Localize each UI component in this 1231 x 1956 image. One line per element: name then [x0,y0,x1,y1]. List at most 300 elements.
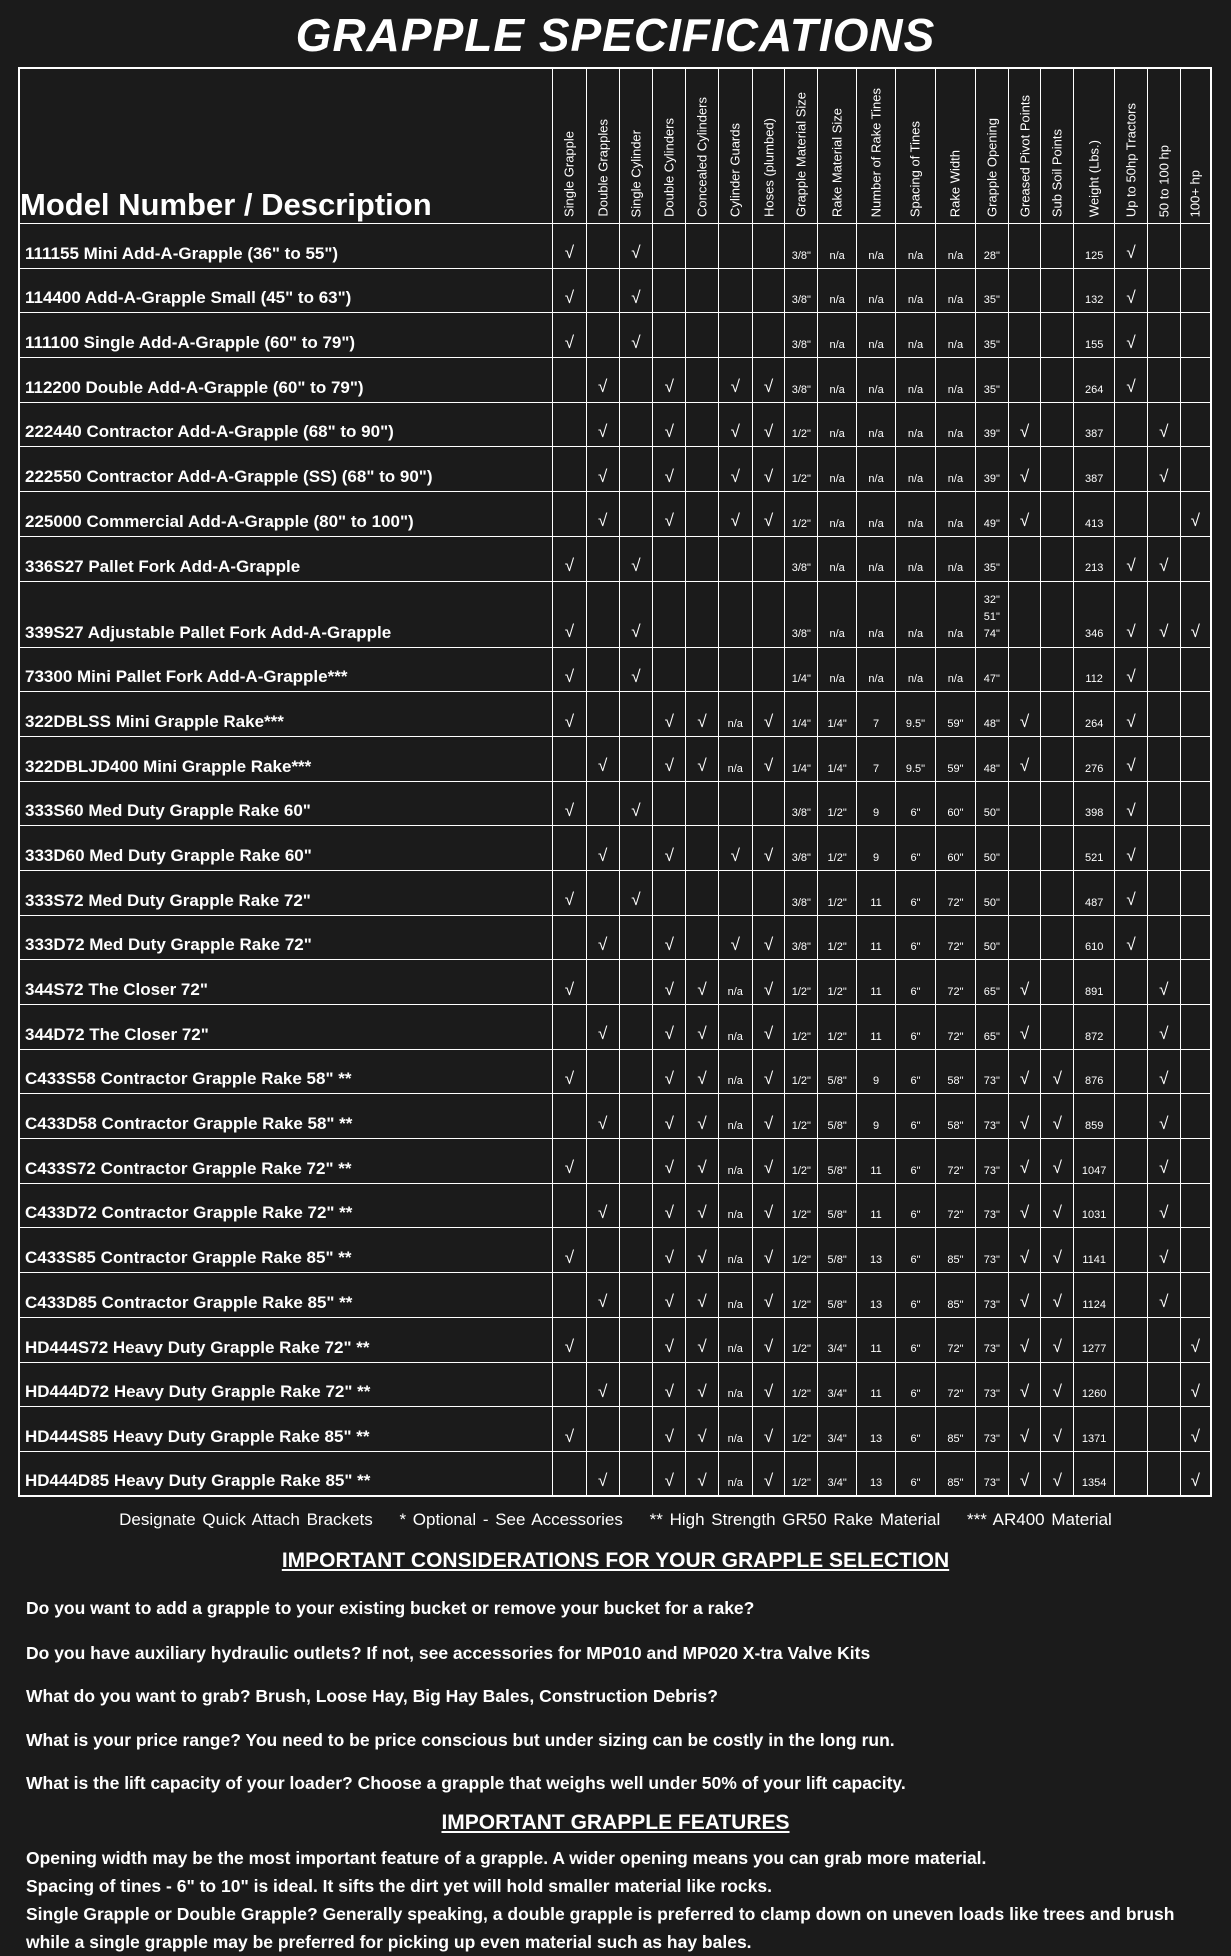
model-cell: C433D85 Contractor Grapple Rake 85" ** [19,1273,553,1318]
model-cell: 111100 Single Add-A-Grapple (60" to 79") [19,313,553,358]
spec-cell [752,581,785,647]
spec-cell [1041,447,1074,492]
spec-cell: √ [752,1139,785,1184]
spec-cell [1041,960,1074,1005]
spec-cell: 73" [975,1094,1008,1139]
spec-cell: √ [1115,536,1148,581]
spec-cell: √ [619,781,653,826]
spec-cell: √ [686,1094,719,1139]
spec-cell: √ [1008,1005,1041,1050]
spec-cell: n/a [896,313,936,358]
spec-cell: 872 [1074,1005,1115,1050]
spec-cell: 11 [857,1005,896,1050]
spec-cell: √ [586,1273,619,1318]
spec-cell: √ [686,1273,719,1318]
spec-cell: 3/8" [785,781,818,826]
spec-cell: √ [1147,447,1180,492]
spec-cell [619,826,653,871]
spec-cell: √ [686,1317,719,1362]
spec-cell: n/a [896,402,936,447]
spec-cell [718,313,752,358]
spec-cell: 6" [896,1317,936,1362]
spec-cell: √ [1115,581,1148,647]
spec-cell: √ [553,647,587,692]
spec-cell: n/a [857,268,896,313]
spec-cell: 1/2" [785,1273,818,1318]
spec-cell: √ [653,358,686,403]
spec-cell [619,1139,653,1184]
spec-cell: 387 [1074,447,1115,492]
column-header [857,68,896,224]
spec-cell: √ [752,692,785,737]
spec-cell: √ [752,1362,785,1407]
spec-cell: √ [1115,826,1148,871]
spec-cell [718,268,752,313]
spec-cell: 891 [1074,960,1115,1005]
spec-cell [619,1362,653,1407]
features-list [26,1844,1216,1956]
spec-cell: 73" [975,1228,1008,1273]
model-cell: 322DBLSS Mini Grapple Rake*** [19,692,553,737]
table-row [19,1273,1211,1318]
spec-cell: √ [586,736,619,781]
spec-cell: 1/2" [785,1362,818,1407]
spec-cell [1147,1317,1180,1362]
column-header [785,68,818,224]
spec-cell [1147,826,1180,871]
spec-cell: 1141 [1074,1228,1115,1273]
spec-cell [752,268,785,313]
model-cell: 225000 Commercial Add-A-Grapple (80" to 100") [19,492,553,537]
spec-cell: 1/2" [818,870,857,915]
spec-cell: √ [653,960,686,1005]
spec-cell: √ [1147,1005,1180,1050]
column-header-label: Single Cylinder [628,129,644,217]
spec-cell [752,870,785,915]
spec-cell: 73" [975,1317,1008,1362]
spec-cell [1180,915,1211,960]
spec-cell: 73" [975,1049,1008,1094]
spec-cell: √ [1180,492,1211,537]
spec-cell [1115,1228,1148,1273]
spec-cell: √ [653,1139,686,1184]
column-header [896,68,936,224]
spec-cell: √ [1041,1451,1074,1496]
spec-cell: √ [1041,1139,1074,1184]
spec-cell: n/a [935,581,975,647]
spec-cell [1008,826,1041,871]
spec-cell: n/a [718,1317,752,1362]
model-cell: 333D60 Med Duty Grapple Rake 60" [19,826,553,871]
spec-cell: 59" [935,692,975,737]
feature-line: Single Grapple or Double Grapple? Generally speaking, a double grapple is preferred to clamp down on uneven loads like trees and brush while a single grapple may be preferred for picking up even material such as hay bales. [26,1904,1175,1952]
model-cell: C433D72 Contractor Grapple Rake 72" ** [19,1183,553,1228]
spec-cell [686,581,719,647]
spec-cell: 50" [975,870,1008,915]
spec-cell [718,581,752,647]
spec-cell: 6" [896,1183,936,1228]
spec-cell [553,1005,587,1050]
spec-cell: 1/2" [818,781,857,826]
model-cell: C433S72 Contractor Grapple Rake 72" ** [19,1139,553,1184]
spec-cell: 6" [896,1407,936,1452]
spec-cell: √ [1147,536,1180,581]
spec-cell [1180,1273,1211,1318]
spec-cell [1115,402,1148,447]
spec-cell: 6" [896,1005,936,1050]
spec-cell: √ [752,1407,785,1452]
spec-cell [619,1273,653,1318]
spec-cell: 39" [975,447,1008,492]
spec-cell: 9 [857,1094,896,1139]
spec-cell: 387 [1074,402,1115,447]
table-row [19,358,1211,403]
spec-cell: 5/8" [818,1273,857,1318]
spec-cell: √ [586,1094,619,1139]
spec-cell: √ [1008,492,1041,537]
spec-cell: n/a [896,224,936,269]
column-header [1008,68,1041,224]
spec-cell: n/a [818,536,857,581]
spec-cell: 48" [975,692,1008,737]
model-cell: 222550 Contractor Add-A-Grapple (SS) (68" to 90") [19,447,553,492]
spec-cell: √ [1180,581,1211,647]
spec-cell: √ [653,736,686,781]
spec-cell [1180,692,1211,737]
spec-cell: √ [1008,736,1041,781]
spec-cell: 1/2" [785,960,818,1005]
spec-cell [1008,647,1041,692]
spec-cell: 50" [975,915,1008,960]
column-header [818,68,857,224]
spec-cell: 610 [1074,915,1115,960]
spec-cell: 155 [1074,313,1115,358]
spec-cell: 859 [1074,1094,1115,1139]
spec-cell: 413 [1074,492,1115,537]
spec-cell: √ [1008,1094,1041,1139]
spec-cell: √ [1008,447,1041,492]
spec-cell: √ [1008,402,1041,447]
spec-cell: √ [619,224,653,269]
spec-cell [1147,1451,1180,1496]
spec-cell: √ [752,1451,785,1496]
spec-cell [686,402,719,447]
spec-cell: n/a [718,960,752,1005]
spec-cell [752,536,785,581]
spec-cell: √ [752,492,785,537]
spec-cell: 72" [935,1317,975,1362]
model-cell: HD444D85 Heavy Duty Grapple Rake 85" ** [19,1451,553,1496]
spec-cell: √ [586,915,619,960]
spec-cell: 13 [857,1273,896,1318]
spec-cell: √ [752,1005,785,1050]
spec-cell: n/a [935,313,975,358]
spec-cell: √ [1008,1407,1041,1452]
spec-cell: 398 [1074,781,1115,826]
legend [0,1510,1231,1530]
spec-cell: n/a [818,402,857,447]
spec-cell [1041,915,1074,960]
spec-cell: n/a [935,224,975,269]
table-row [19,402,1211,447]
table-row [19,826,1211,871]
spec-cell [1115,1183,1148,1228]
spec-cell: √ [686,960,719,1005]
column-header [935,68,975,224]
spec-cell [653,313,686,358]
spec-cell: √ [1147,1139,1180,1184]
spec-cell: 1/2" [785,1228,818,1273]
spec-cell: 85" [935,1273,975,1318]
spec-cell: 72" [935,915,975,960]
spec-cell [653,870,686,915]
spec-cell [1180,224,1211,269]
spec-cell: 85" [935,1451,975,1496]
column-header-label: Up to 50hp Tractors [1123,102,1139,217]
spec-cell: 1/2" [818,915,857,960]
model-cell: 111155 Mini Add-A-Grapple (36" to 55") [19,224,553,269]
model-cell: HD444S85 Heavy Duty Grapple Rake 85" ** [19,1407,553,1452]
table-row [19,1049,1211,1094]
spec-cell [619,1005,653,1050]
spec-cell [653,781,686,826]
spec-cell: 11 [857,1317,896,1362]
spec-cell [686,447,719,492]
spec-cell: √ [1180,1362,1211,1407]
spec-cell [1180,960,1211,1005]
spec-cell: 1/2" [785,1183,818,1228]
spec-cell: 35" [975,536,1008,581]
consideration-question: Do you want to add a grapple to your existing bucket or remove your bucket for a rake? [26,1598,755,1618]
column-header-label: Grapple Opening [984,117,1000,217]
spec-cell [1008,536,1041,581]
spec-cell: √ [553,224,587,269]
spec-cell: √ [1180,1451,1211,1496]
spec-cell: √ [718,358,752,403]
spec-cell: √ [1115,268,1148,313]
column-header [686,68,719,224]
spec-cell: √ [1008,1049,1041,1094]
spec-cell: 6" [896,781,936,826]
spec-cell: √ [553,313,587,358]
spec-cell: √ [553,1228,587,1273]
spec-cell: √ [653,1183,686,1228]
spec-cell [619,1183,653,1228]
spec-cell [1115,1407,1148,1452]
spec-cell: 72" [935,1362,975,1407]
spec-cell [586,581,619,647]
spec-cell [586,224,619,269]
spec-cell [619,692,653,737]
spec-cell [686,536,719,581]
spec-cell [1147,224,1180,269]
spec-cell [653,647,686,692]
spec-cell [1180,1094,1211,1139]
spec-cell [1041,692,1074,737]
spec-cell: √ [752,1228,785,1273]
spec-cell: 1/2" [785,492,818,537]
spec-cell: n/a [818,358,857,403]
spec-cell: √ [586,1183,619,1228]
spec-cell [1180,1049,1211,1094]
spec-cell: 5/8" [818,1139,857,1184]
spec-cell: √ [619,268,653,313]
spec-cell [1041,1005,1074,1050]
spec-cell: 6" [896,1049,936,1094]
spec-cell [619,1317,653,1362]
table-row [19,692,1211,737]
spec-cell: 59" [935,736,975,781]
column-header-label: Single Grapple [561,131,577,217]
spec-cell: n/a [718,1451,752,1496]
column-header-label: Hoses (plumbed) [761,118,777,217]
spec-cell: n/a [857,536,896,581]
spec-cell: √ [686,692,719,737]
spec-cell: √ [752,1094,785,1139]
table-row [19,268,1211,313]
spec-cell: √ [1008,960,1041,1005]
spec-cell [619,447,653,492]
legend-item: * Optional - See Accessories [399,1510,623,1529]
spec-cell: 13 [857,1451,896,1496]
spec-cell [686,224,719,269]
spec-cell: n/a [718,1094,752,1139]
table-row [19,736,1211,781]
spec-cell: 264 [1074,692,1115,737]
spec-cell: √ [653,447,686,492]
spec-cell [752,647,785,692]
page-title: GRAPPLE SPECIFICATIONS [295,9,936,61]
legend-item: *** AR400 Material [967,1510,1112,1529]
spec-cell: 72" [935,1005,975,1050]
spec-cell: √ [1008,1139,1041,1184]
spec-cell [1115,1094,1148,1139]
spec-cell: √ [1115,736,1148,781]
spec-cell: √ [1147,1183,1180,1228]
spec-cell [553,492,587,537]
spec-cell: √ [718,826,752,871]
spec-cell: 60" [935,781,975,826]
spec-cell: 521 [1074,826,1115,871]
spec-cell [1115,1362,1148,1407]
spec-cell: √ [653,1407,686,1452]
spec-cell: 5/8" [818,1049,857,1094]
column-header-label: Rake Material Size [829,107,845,217]
spec-cell [1041,647,1074,692]
spec-cell: √ [1041,1094,1074,1139]
spec-cell [1008,781,1041,826]
spec-cell: √ [1147,1228,1180,1273]
spec-cell: 11 [857,1362,896,1407]
spec-cell: √ [752,826,785,871]
spec-cell [619,358,653,403]
spec-cell [553,736,587,781]
model-cell: 114400 Add-A-Grapple Small (45" to 63") [19,268,553,313]
spec-cell [1180,447,1211,492]
spec-cell: 3/8" [785,915,818,960]
spec-cell: 1047 [1074,1139,1115,1184]
spec-cell: √ [553,536,587,581]
spec-cell [1180,1228,1211,1273]
spec-cell [553,915,587,960]
spec-cell: √ [653,1317,686,1362]
spec-cell: √ [586,492,619,537]
spec-cell: n/a [818,224,857,269]
spec-cell [586,692,619,737]
spec-cell: 6" [896,915,936,960]
spec-cell: √ [1008,1451,1041,1496]
spec-cell: n/a [718,1183,752,1228]
spec-cell: √ [586,1451,619,1496]
table-row [19,1407,1211,1452]
spec-cell: n/a [818,447,857,492]
spec-cell: √ [686,736,719,781]
spec-cell: n/a [935,402,975,447]
spec-cell: 85" [935,1407,975,1452]
spec-cell: 132 [1074,268,1115,313]
spec-cell [586,870,619,915]
spec-cell [586,268,619,313]
spec-cell: √ [653,1005,686,1050]
spec-cell: 32" 51" 74" [975,581,1008,647]
spec-cell: 1371 [1074,1407,1115,1452]
spec-cell: √ [653,692,686,737]
spec-cell: n/a [718,1362,752,1407]
spec-cell: 39" [975,402,1008,447]
spec-cell: √ [553,870,587,915]
spec-cell [1041,268,1074,313]
spec-cell: 1124 [1074,1273,1115,1318]
spec-cell [1008,581,1041,647]
spec-cell: √ [718,492,752,537]
spec-cell: √ [752,736,785,781]
spec-cell: 9 [857,826,896,871]
spec-cell: 9 [857,781,896,826]
spec-cell: √ [1180,1407,1211,1452]
spec-cell: 47" [975,647,1008,692]
spec-cell: 1/2" [818,1005,857,1050]
spec-cell: 11 [857,870,896,915]
model-cell: C433S58 Contractor Grapple Rake 58" ** [19,1049,553,1094]
spec-cell: 65" [975,1005,1008,1050]
spec-cell: √ [1115,781,1148,826]
table-row [19,870,1211,915]
model-cell: HD444D72 Heavy Duty Grapple Rake 72" ** [19,1362,553,1407]
spec-cell: √ [1041,1049,1074,1094]
spec-cell: 3/8" [785,536,818,581]
spec-cell: n/a [857,313,896,358]
model-cell: 339S27 Adjustable Pallet Fork Add-A-Grapple [19,581,553,647]
spec-cell: 28" [975,224,1008,269]
spec-cell [1147,358,1180,403]
model-cell: 112200 Double Add-A-Grapple (60" to 79") [19,358,553,403]
spec-cell: 125 [1074,224,1115,269]
column-header [1074,68,1115,224]
spec-cell: √ [1041,1228,1074,1273]
model-cell: 322DBLJD400 Mini Grapple Rake*** [19,736,553,781]
spec-cell [619,1094,653,1139]
spec-cell [1008,268,1041,313]
spec-cell [1008,915,1041,960]
spec-cell: 50" [975,781,1008,826]
spec-cell: 6" [896,1094,936,1139]
spec-cell: 11 [857,1183,896,1228]
table-row [19,1139,1211,1184]
column-header-label: 50 to 100 hp [1156,144,1172,217]
spec-cell: √ [1115,313,1148,358]
spec-cell: √ [586,358,619,403]
table-row [19,224,1211,269]
